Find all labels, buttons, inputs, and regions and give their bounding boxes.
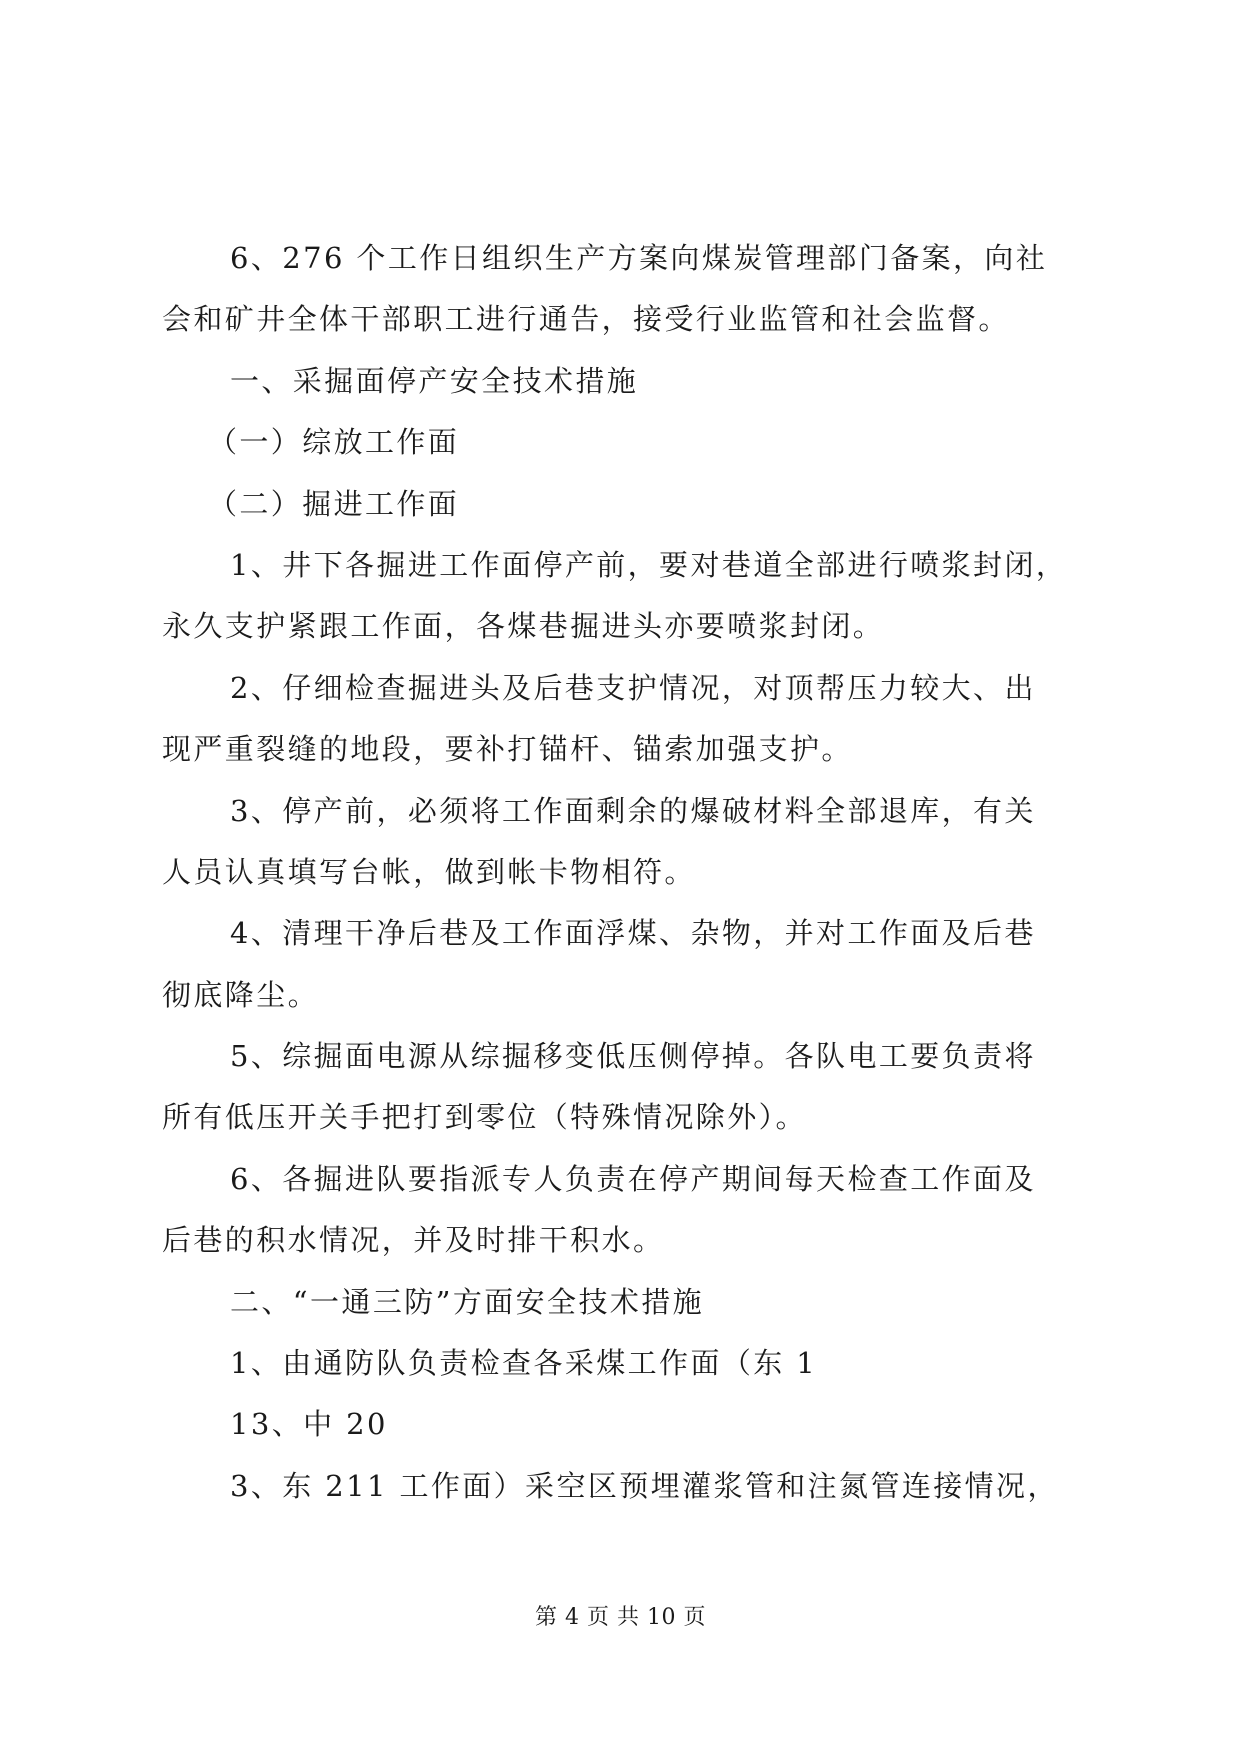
subsection-heading: （一）综放工作面 xyxy=(208,425,460,460)
section-heading: 二、“一通三防”方面安全技术措施 xyxy=(230,1284,705,1319)
paragraph-line: 所有低压开关手把打到零位（特殊情况除外）。 xyxy=(162,1100,807,1135)
paragraph-line: 1、井下各掘进工作面停产前，要对巷道全部进行喷浆封闭， xyxy=(230,547,1068,582)
paragraph-line: 6、各掘进队要指派专人负责在停产期间每天检查工作面及 xyxy=(230,1161,1036,1196)
paragraph-line: 2、仔细检查掘进头及后巷支护情况，对顶帮压力较大、出 xyxy=(230,670,1036,705)
paragraph-line: 5、综掘面电源从综掘移变低压侧停掉。各队电工要负责将 xyxy=(230,1039,1036,1074)
paragraph-line: 人员认真填写台帐，做到帐卡物相符。 xyxy=(162,854,696,889)
page-footer: 第 4 页 共 10 页 xyxy=(535,1605,706,1630)
paragraph-line: 3、东 211 工作面）采空区预埋灌浆管和注氮管连接情况， xyxy=(230,1468,1059,1503)
paragraph-line: 1、由通防队负责检查各采煤工作面（东 1 xyxy=(230,1346,818,1381)
paragraph-line: 6、276 个工作日组织生产方案向煤炭管理部门备案，向社 xyxy=(230,241,1048,275)
subsection-heading: （二）掘进工作面 xyxy=(208,486,460,521)
paragraph-line: 现严重裂缝的地段，要补打锚杆、锚索加强支护。 xyxy=(162,732,853,767)
section-heading: 一、采掘面停产安全技术措施 xyxy=(230,363,639,398)
paragraph-line: 后巷的积水情况，并及时排干积水。 xyxy=(162,1223,665,1258)
paragraph-line: 13、中 20 xyxy=(230,1407,388,1442)
paragraph-line: 4、清理干净后巷及工作面浮煤、杂物，并对工作面及后巷 xyxy=(230,916,1036,951)
paragraph-line: 3、停产前，必须将工作面剩余的爆破材料全部退库，有关 xyxy=(230,793,1036,828)
paragraph-line: 永久支护紧跟工作面，各煤巷掘进头亦要喷浆封闭。 xyxy=(162,609,885,644)
paragraph-line: 彻底降尘。 xyxy=(162,977,320,1012)
document-body xyxy=(162,228,1082,1517)
paragraph-line: 会和矿井全体干部职工进行通告，接受行业监管和社会监督。 xyxy=(162,302,1010,337)
